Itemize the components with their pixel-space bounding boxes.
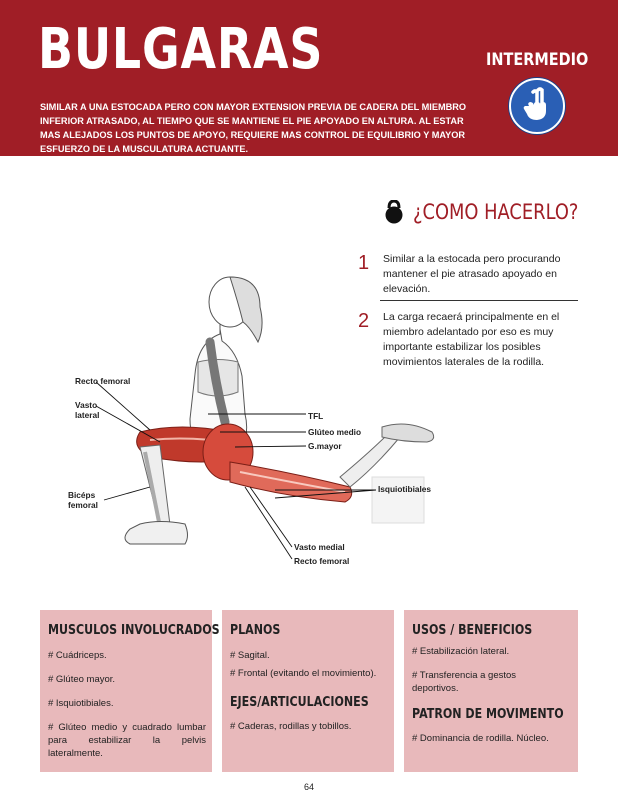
difficulty-label: INTERMEDIO xyxy=(486,50,589,70)
list-item: # Estabilización lateral. xyxy=(412,646,510,657)
list-item: # Glúteo medio y cuadrado lumbar para estabilizar la pelvis lateralmente. xyxy=(48,722,206,759)
hand-two-fingers-icon xyxy=(511,80,563,132)
label-recto-femoral-bottom: Recto femoral xyxy=(294,556,350,566)
panel-title: PATRON DE MOVIMENTO xyxy=(412,706,564,722)
anatomy-illustration xyxy=(60,262,460,592)
list-item: # Dominancia de rodilla. Núcleo. xyxy=(412,733,549,744)
panel-title: EJES/ARTICULACIONES xyxy=(230,694,369,710)
panel-usos xyxy=(404,610,578,772)
how-to-title: ¿COMO HACERLO? xyxy=(413,200,579,224)
label-g-mayor: G.mayor xyxy=(308,441,342,451)
header-banner xyxy=(0,0,618,156)
list-item: # Transferencia a gestos deportivos. xyxy=(412,670,517,694)
list-item: # Frontal (evitando el movimiento). xyxy=(230,668,377,679)
page-number: 64 xyxy=(303,782,314,792)
label-isquiotibiales: Isquiotibiales xyxy=(378,484,432,494)
list-item: # Isquiotibiales. xyxy=(48,698,114,709)
panel-planos xyxy=(222,610,394,772)
list-item: # Glúteo mayor. xyxy=(48,674,116,685)
label-tfl: TFL xyxy=(308,411,324,421)
list-item: # Caderas, rodillas y tobillos. xyxy=(230,721,352,732)
list-item: # Sagital. xyxy=(230,650,270,661)
panel-title: USOS / BENEFICIOS xyxy=(412,622,533,638)
label-vasto-medial: Vasto medial xyxy=(294,542,345,552)
page-title: BULGARAS xyxy=(38,17,324,82)
difficulty-badge xyxy=(509,78,565,134)
panel-musculos xyxy=(40,610,220,772)
label-vasto-lateral: Vasto lateral xyxy=(75,400,100,420)
panel-title: PLANOS xyxy=(230,622,281,638)
step-number: 1 xyxy=(358,252,370,274)
step-text: La carga recaerá principalmente en el miembro adelantado por eso es muy importante estabilizar los posibles movimientos laterales de la rodilla. xyxy=(383,311,560,368)
how-to-heading xyxy=(383,200,608,224)
step-number: 2 xyxy=(358,310,370,332)
panel-title: MUSCULOS INVOLUCRADOS xyxy=(48,622,220,638)
kettlebell-icon xyxy=(383,200,405,224)
label-recto-femoral-top: Recto femoral xyxy=(75,376,131,386)
label-gluteo-medio: Glúteo medio xyxy=(308,427,362,437)
list-item: # Cuádriceps. xyxy=(48,650,107,661)
step-text: Similar a la estocada pero procurando mantener el pie atrasado apoyado en elevación. xyxy=(383,253,561,295)
exercise-description: SIMILAR A UNA ESTOCADA PERO CON MAYOR EXTENSION PREVIA DE CADERA DEL MIEMBRO INFERIOR ATRASADO, AL TIEMPO QUE SE MANTIENE EL PIE APOYADO EN ALTURA. AL ESTAR MAS ALEJADOS LOS PUNTOS DE APOYO, REQUIERE MAS CONTROL DE EQUILIBRIO Y MAYOR ESFUERZO DE LA MUSCULATURA ACTUANTE. xyxy=(40,102,467,154)
label-biceps-femoral: Bicéps femoral xyxy=(68,490,98,510)
